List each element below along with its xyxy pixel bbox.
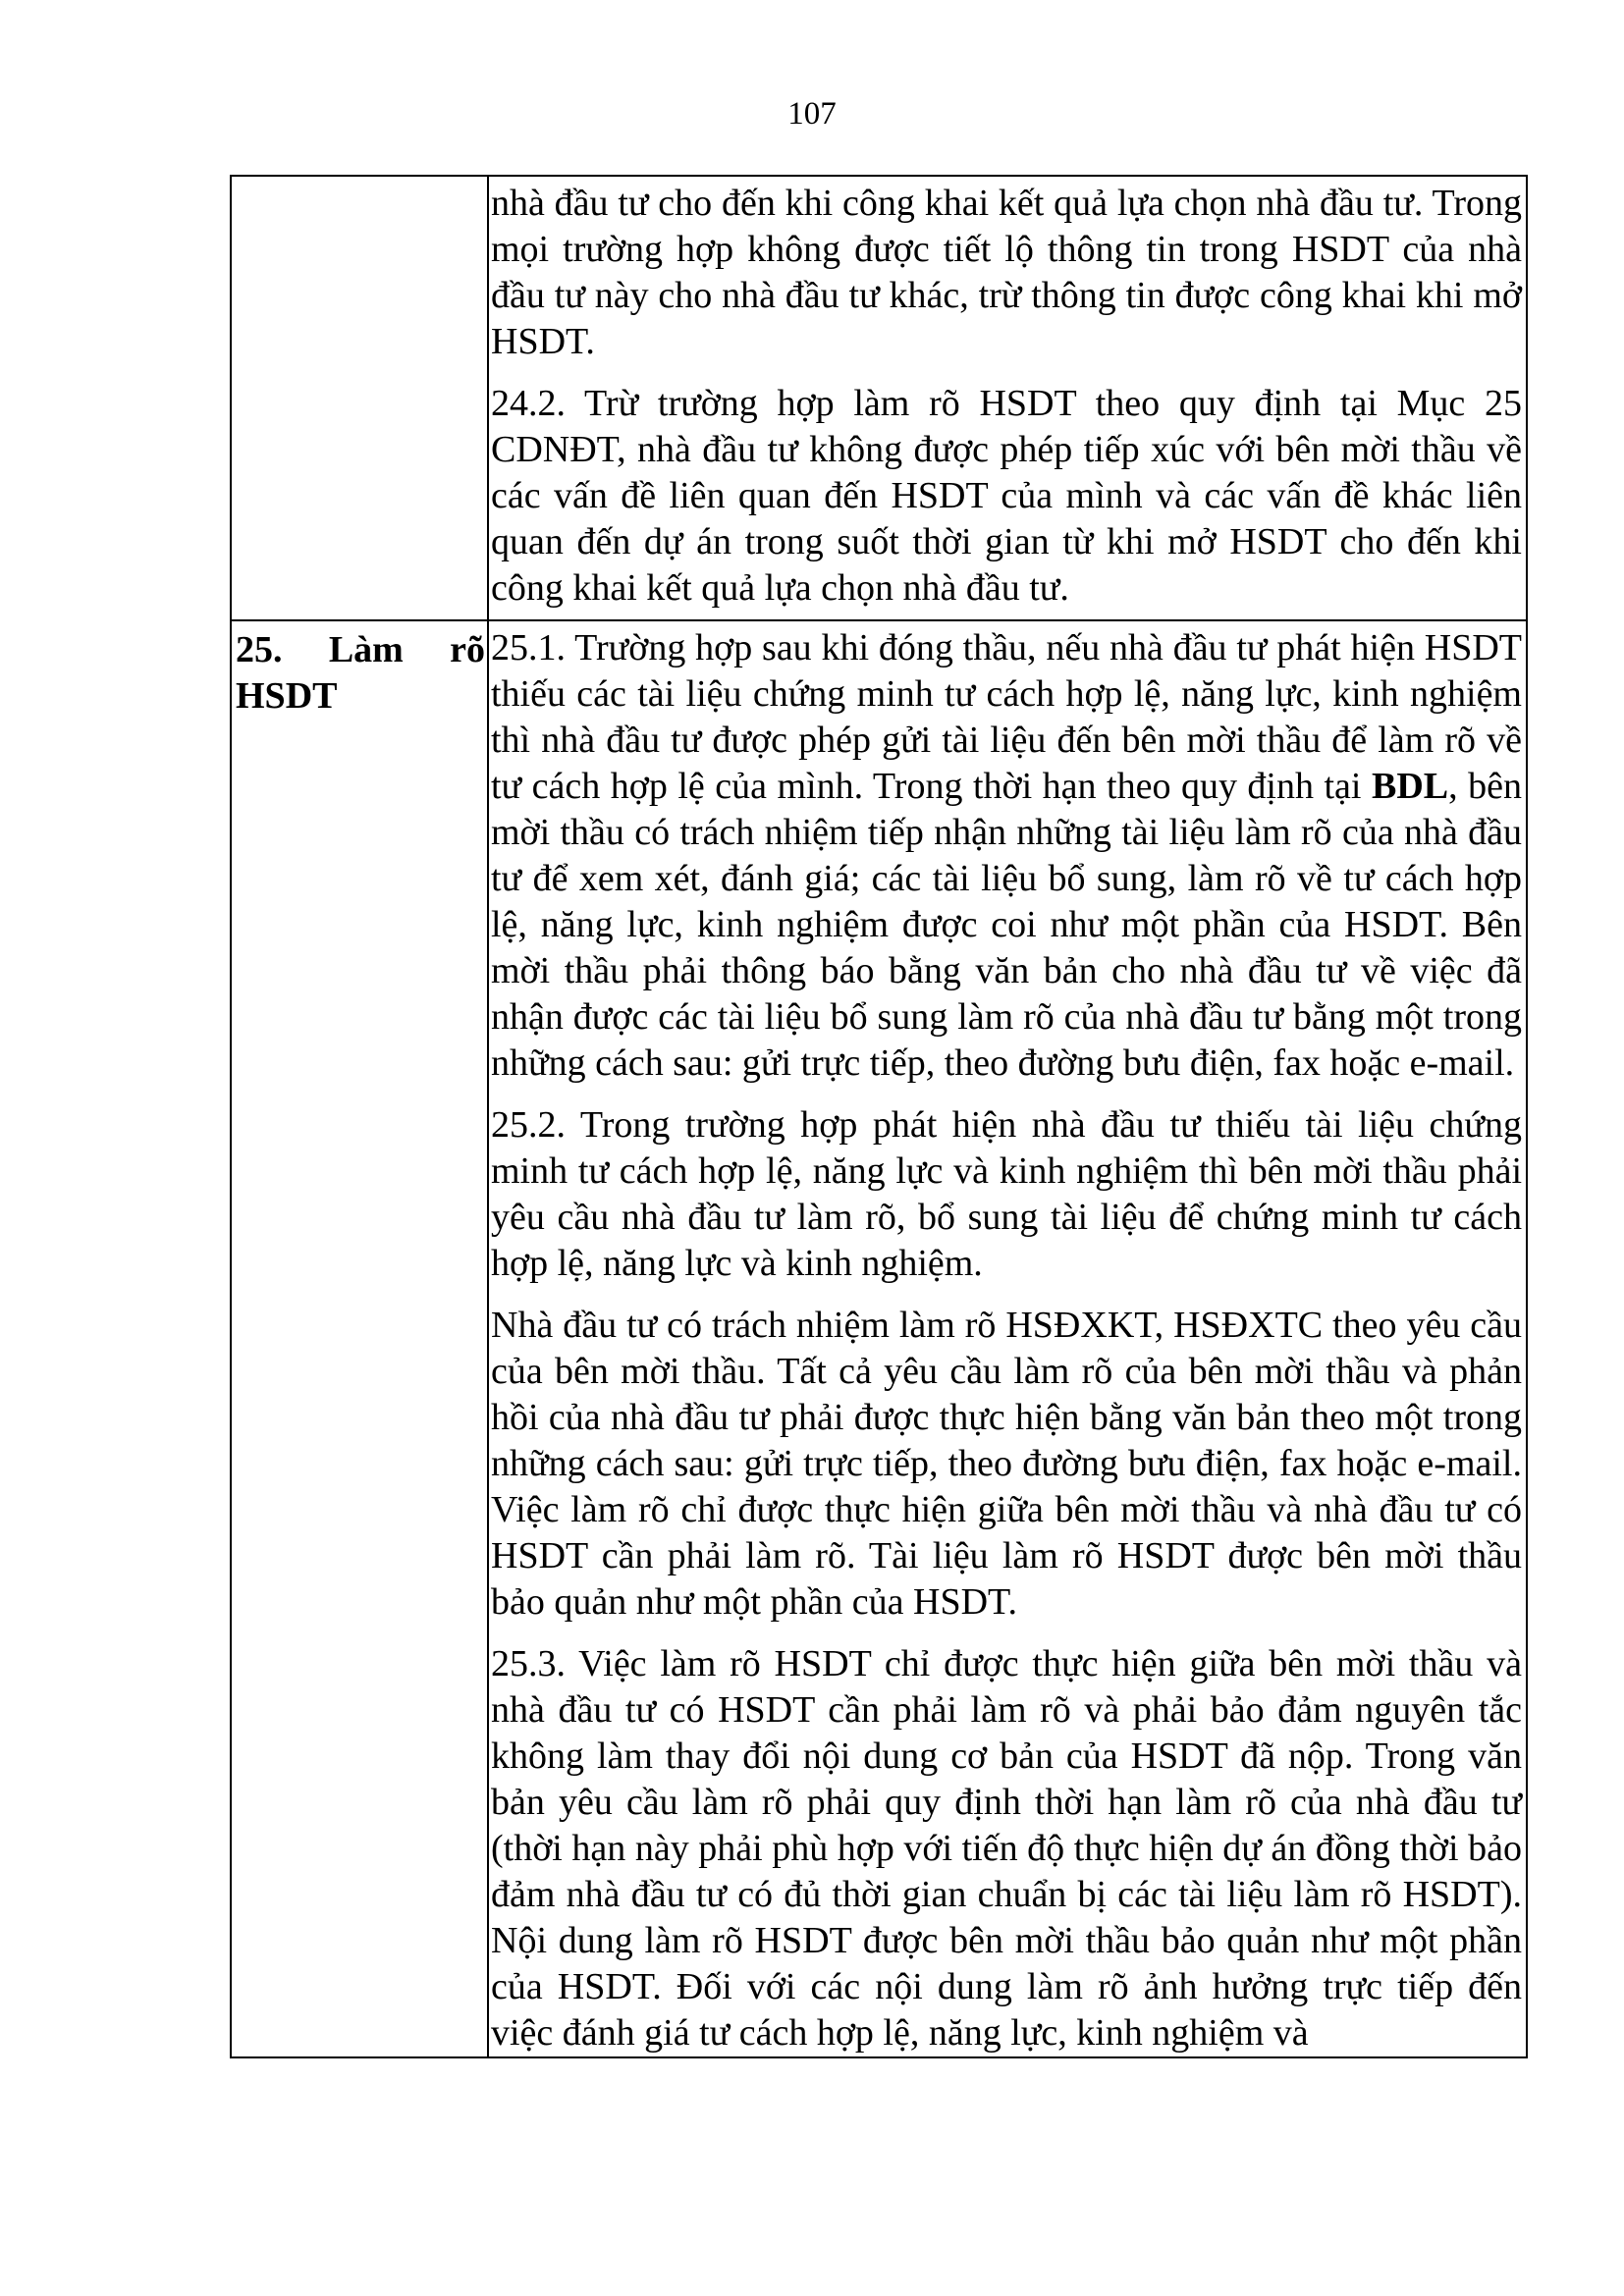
paragraph-25-3: 25.3. Việc làm rõ HSDT chỉ được thực hiện giữa bên mời thầu và nhà đầu tư có HSDT cần phải làm rõ và phải bảo đảm nguyên tắc không làm thay đổi nội dung cơ bản của HSDT đã nộp. Trong văn bản yêu cầu làm rõ phải quy định thời hạn làm rõ của nhà đầu tư (thời hạn này phải phù hợp với tiến độ thực hiện dự án đồng thời bảo đảm nhà đầu tư có đủ thời gian chuẩn bị các tài liệu làm rõ HSDT). Nội dung làm rõ HSDT được bên mời thầu bảo quản như một phần của HSDT. Đối với các nội dung làm rõ ảnh hưởng trực tiếp đến việc đánh giá tư cách hợp lệ, năng lực, kinh nghiệm và [491, 1643, 1522, 2054]
section-heading-line [236, 627, 487, 673]
paragraph-text: , bên mời thầu có trách nhiệm tiếp nhận những tài liệu làm rõ của nhà đầu tư để xem xét, đánh giá; các tài liệu bổ sung, làm rõ về tư cách hợp lệ, năng lực, kinh nghiệm được coi như một phần của HSDT. Bên mời thầu phải thông báo bằng văn bản cho nhà đầu tư về việc đã nhận được các tài liệu bổ sung làm rõ của nhà đầu tư bằng một trong những cách sau: gửi trực tiếp, theo đường bưu điện, fax hoặc e-mail. [491, 766, 1522, 1084]
section-title-line2: HSDT [236, 675, 338, 717]
paragraph-24-2: 24.2. Trừ trường hợp làm rõ HSDT theo quy định tại Mục 25 CDNĐT, nhà đầu tư không được phép tiếp xúc với bên mời thầu về các vấn đề liên quan đến HSDT của mình và các vấn đề khác liên quan đến dự án trong suốt thời gian từ khi mở HSDT cho đến khi công khai kết quả lựa chọn nhà đầu tư. [491, 383, 1522, 609]
paragraph-24-1-continued: nhà đầu tư cho đến khi công khai kết quả lựa chọn nhà đầu tư. Trong mọi trường hợp không được tiết lộ thông tin trong HSDT của nhà đầu tư này cho nhà đầu tư khác, trừ thông tin được công khai khi mở HSDT. [491, 183, 1522, 362]
section-title-word: rõ [450, 629, 485, 670]
paragraph-25-2-continued: Nhà đầu tư có trách nhiệm làm rõ HSĐXKT, HSĐXTC theo yêu cầu của bên mời thầu. Tất cả yêu cầu làm rõ của bên mời thầu và phản hồi của nhà đầu tư phải được thực hiện bằng văn bản theo một trong những cách sau: gửi trực tiếp, theo đường bưu điện, fax hoặc e-mail. Việc làm rõ chỉ được thực hiện giữa bên mời thầu và nhà đầu tư có HSDT cần phải làm rõ. Tài liệu làm rõ HSDT được bên mời thầu bảo quản như một phần của HSDT. [491, 1305, 1522, 1623]
paragraph-25-1 [489, 625, 1526, 1087]
paragraph-text: 25.1. Trường hợp sau khi đóng thầu, nếu nhà đầu tư phát hiện HSDT thiếu các tài liệu chứng minh tư cách hợp lệ, năng lực, kinh nghiệm thì nhà đầu tư được phép gửi tài liệu đến bên mời thầu để làm rõ về tư cách hợp lệ của mình. Trong thời hạn theo quy định tại [491, 627, 1522, 807]
section-title-word: Làm [328, 629, 404, 670]
section-number: 25. [236, 629, 283, 670]
table-row [231, 176, 1527, 620]
table-row [231, 620, 1527, 2057]
section-heading-cell [231, 176, 488, 620]
section-heading-cell [231, 620, 488, 2057]
page-number: 107 [787, 96, 837, 132]
instructions-table [230, 175, 1528, 2058]
bold-reference: BDL [1371, 766, 1449, 807]
section-content-cell [488, 176, 1527, 620]
section-content-cell [488, 620, 1527, 2057]
paragraph-25-2: 25.2. Trong trường hợp phát hiện nhà đầu tư thiếu tài liệu chứng minh tư cách hợp lệ, năng lực và kinh nghiệm thì bên mời thầu phải yêu cầu nhà đầu tư làm rõ, bổ sung tài liệu để chứng minh tư cách hợp lệ, năng lực và kinh nghiệm. [491, 1104, 1522, 1284]
